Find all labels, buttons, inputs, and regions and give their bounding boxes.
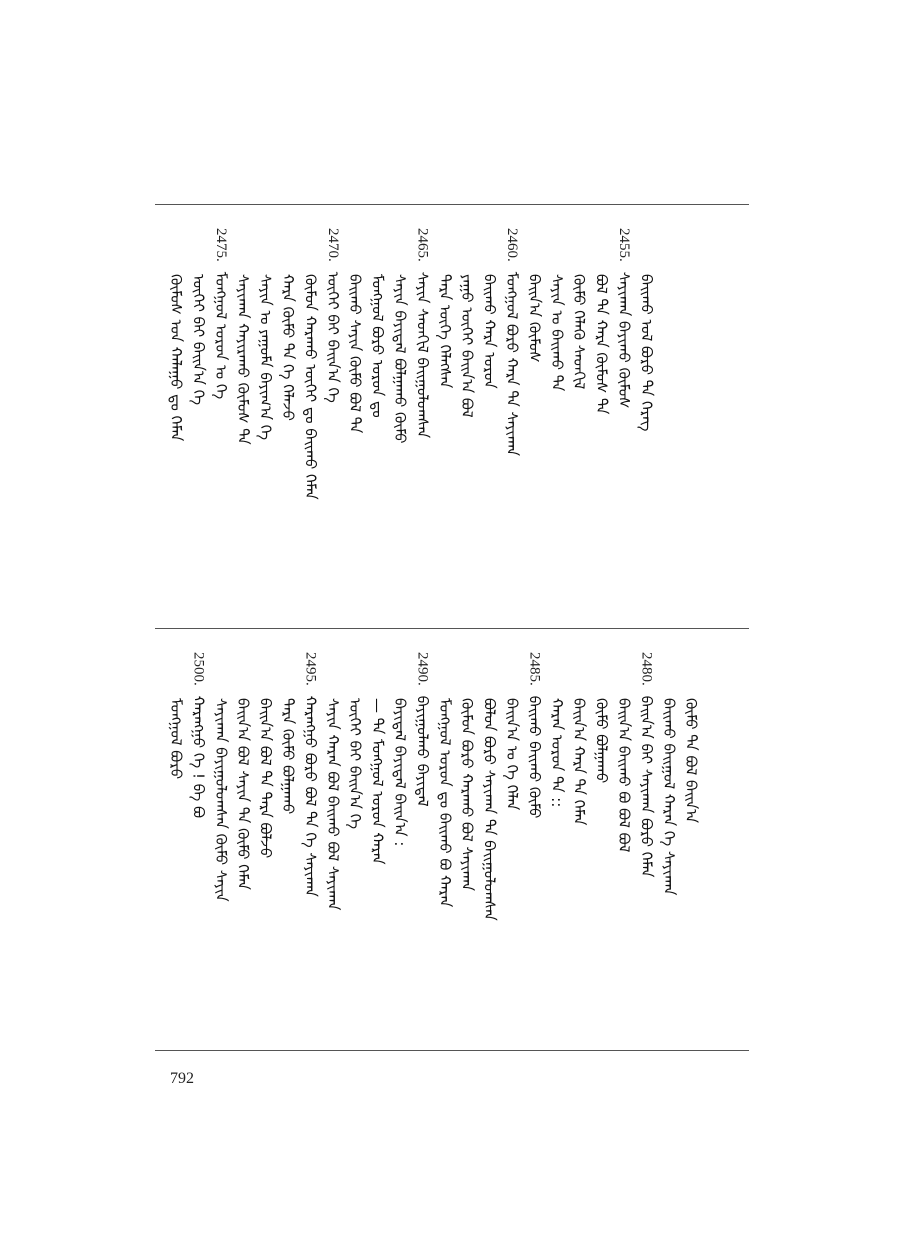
verse-line — [299, 652, 321, 897]
verse-text: ᠶᠠᠭᠤ ᠦᠭᠡᠢ ᠪᠠᠢᠨ᠎ᠠ ᠪᠣᠯ — [458, 274, 477, 418]
verse-line — [456, 228, 478, 418]
verse-text: ᠬᠦᠮᠦᠰ ᠤᠨ ᠬᠠᠯᠠᠭᠤ ᠳᠤ ᠬᠡᠮᠡᠨ — [167, 274, 185, 442]
verse-line — [546, 652, 568, 807]
verse-line — [613, 228, 635, 408]
verse-text: ᠪᠠᠢᠬᠤ ᠬᠠᠷᠠ ᠣᠷᠣᠨ — [480, 274, 499, 389]
verse-text: ᠦᠭᠡᠢ ᠪᠡᠢ ᠪᠠᠢᠨ᠎ᠠ ᠭᠡ — [189, 274, 208, 406]
verse-line — [434, 652, 456, 907]
verse-line — [389, 228, 411, 444]
bottom-divider — [155, 1050, 749, 1051]
verse-text: ᠲᠡᠷᠡ ᠦᠭᠡ ᠬᠡᠯᠡᠭᠰᠡᠨ — [435, 274, 454, 389]
line-number: 2490. — [414, 652, 431, 686]
verse-line — [255, 652, 277, 858]
verse-line — [210, 228, 232, 399]
verse-line — [523, 652, 545, 818]
line-number: 2480. — [638, 652, 655, 686]
line-number: 2465. — [414, 228, 431, 262]
verse-line — [322, 228, 344, 403]
verse-line — [277, 228, 299, 421]
verse-text: ᠰᠠᠶᠢᠨ ᠬᠠᠷᠠᠨ ᠪᠣᠯ ᠪᠠᠢᠬᠤ ᠪᠣᠯ ᠰᠠᠶᠢᠬᠠᠨ — [323, 698, 342, 911]
verse-line — [501, 652, 523, 810]
verse-text: ᠮᠣᠩᠭᠣᠯ ᠣᠷᠣᠨ ᠳᠤ ᠪᠠᠢᠬᠤ ᠪᠣ ᠬᠠᠷᠠᠨ — [435, 698, 454, 908]
verse-text: ᠲᠡᠷᠡ ᠬᠦᠮᠦ ᠪᠣᠯᠭᠠᠬᠤ — [279, 698, 297, 815]
verse-text: ᠰᠠᠶᠢᠨ ᠪᠠᠶᠢᠳᠠᠯ ᠪᠣᠯᠭᠠᠬᠤ ᠬᠦᠮᠦ — [391, 274, 409, 444]
verse-line — [680, 652, 702, 823]
verse-text: ᠪᠠᠢᠨ᠎ᠠ ᠪᠡᠢ ᠰᠠᠶᠢᠬᠠᠨ ᠪᠣᠷᠣ ᠬᠡᠮᠡᠨ — [637, 695, 656, 878]
verse-text: ᠰᠠᠶᠢᠨ ᠤ ᠶᠠᠭᠤᠮᠠ ᠪᠠᠶᠢᠭ᠎ᠠ ᠭᠡ — [256, 274, 275, 441]
verse-line — [501, 228, 523, 456]
verse-text: ᠬᠦᠮᠦ ᠲᠡ ᠪᠣᠯ ᠪᠠᠢᠨ᠎ᠠ — [682, 698, 701, 824]
verse-text: ᠪᠠᠢᠬᠤ ᠤᠯ ᠪᠣᠷᠣ ᠲᠡ ᠬᠡᠷᠡᠭ — [637, 274, 656, 432]
verse-text: ᠮᠣᠩᠭᠣᠯ ᠪᠣᠷᠣ ᠣᠷᠣᠨ ᠳᠤ — [368, 274, 387, 418]
verse-text: ᠪᠠᠢᠨ᠎ᠠ ᠪᠠᠢᠬᠤ ᠪᠣ ᠪᠣᠯ ᠪᠣᠯ — [615, 698, 633, 853]
verse-line — [613, 652, 635, 852]
verse-line — [479, 652, 501, 921]
verse-text: ᠬᠠᠷᠠ ᠬᠦᠮᠦ ᠲᠡ ᠭᠡ ᠬᠡᠯᠡᠵᠦ — [279, 274, 297, 421]
verse-line — [635, 228, 657, 431]
verse-line — [299, 228, 321, 500]
verse-line — [232, 652, 254, 890]
verse-text: ᠪᠠᠢᠨ᠎ᠠ ᠬᠠᠷᠠ ᠲᠡ ᠬᠡᠮᠡᠨ — [570, 698, 589, 826]
verse-text: ᠦᠭᠡᠢ ᠪᠡᠢ ᠪᠠᠢᠨ᠎ᠠ ᠭᠡ — [323, 271, 342, 403]
verse-line — [546, 228, 568, 391]
verse-line — [367, 228, 389, 418]
verse-text: ᠪᠠᠢᠨ᠎ᠠ ᠬᠦᠮᠦᠰ — [525, 274, 544, 363]
verse-line — [411, 652, 433, 807]
verse-text: ᠦᠭᠡᠢ ᠪᠡᠢ ᠪᠠᠢᠨ᠎ᠠ ᠭᠡ — [346, 698, 365, 830]
line-number: 2500. — [190, 652, 207, 686]
verse-line — [591, 652, 613, 783]
verse-text: ᠪᠠᠢᠬᠤ ᠪᠠᠢᠬᠤ ᠬᠦᠮᠦ — [525, 695, 544, 819]
verse-block-top — [155, 228, 749, 608]
line-number: 2455. — [616, 228, 632, 262]
verse-line — [456, 652, 478, 891]
verse-text: ᠬᠦᠮᠦ ᠪᠣᠯᠭᠠᠬᠤ — [592, 698, 611, 784]
verse-line — [344, 652, 366, 829]
verse-text: ᠪᠠᠢᠨ᠎ᠠ ᠪᠣᠯ ᠰᠠᠶᠢᠨ ᠲᠡ ᠬᠦᠮᠦ ᠬᠡᠮᠡᠨ — [234, 698, 253, 890]
verse-line — [322, 652, 344, 910]
verse-line — [277, 652, 299, 814]
verse-line — [434, 228, 456, 388]
verse-line — [367, 652, 389, 865]
verse-text: ᠬᠦᠮᠦ ᠬᠡᠯᠡᠬᠦ ᠰᠡᠳᠬᠢᠯ — [570, 274, 589, 390]
verse-line — [232, 228, 254, 445]
verse-line — [568, 652, 590, 825]
verse-line — [389, 652, 411, 846]
verse-text: ᠪᠠᠢᠬᠤ ᠰᠠᠶᠢᠨ ᠬᠦᠮᠦ ᠪᠣᠯ ᠲᠡ — [346, 274, 365, 434]
verse-text: ᠪᠠᠢᠨ᠎ᠠ ᠤ ᠭᠡ ᠬᠡᠯᠡᠨ — [503, 698, 521, 811]
verse-text: ᠰᠠᠶᠢᠨ ᠰᠡᠳᠬᠢᠯ ᠪᠠᠢᠭᠤᠯᠤᠭᠰᠠᠨ — [413, 271, 432, 439]
verse-text: ᠪᠠᠶᠢᠳᠠᠯ ᠪᠠᠶᠢᠳᠠᠯ ᠪᠠᠢᠨ᠎ᠠ : — [391, 698, 409, 847]
line-number: 2475. — [212, 228, 229, 262]
verse-line — [187, 228, 209, 405]
verse-text: ᠰᠠᠶᠢᠬᠠᠨ ᠬᠠᠶᠢᠷᠠᠬᠤ ᠬᠦᠮᠦᠰ ᠲᠡ — [234, 274, 253, 445]
verse-text: ᠰᠠᠶᠢᠬᠠᠨ ᠪᠠᠶᠢᠭᠤᠯᠤᠭᠰᠠᠨ ᠬᠦᠮᠦ ᠰᠠᠶᠢᠨ — [211, 698, 230, 902]
verse-line — [568, 228, 590, 389]
verse-block-bottom — [155, 652, 749, 1032]
line-number: 2495. — [302, 652, 319, 686]
verse-line — [591, 228, 613, 414]
verse-text: ᠰᠠᠶᠢᠬᠠᠨ ᠪᠠᠶᠢᠬᠤ ᠬᠦᠮᠦᠰ — [615, 271, 633, 409]
verse-line — [523, 228, 545, 363]
verse-line — [165, 652, 187, 779]
verse-line — [479, 228, 501, 389]
verse-line — [187, 652, 209, 818]
verse-line — [658, 652, 680, 895]
verse-text: ᠬᠦᠮᠦᠨ ᠬᠠᠷᠠᠬᠤ ᠦᠭᠡᠢ ᠳᠤ ᠪᠠᠢᠬᠤ ᠬᠡᠮᠡᠨ — [301, 274, 320, 500]
verse-text: ᠮᠣᠩᠭᠣᠯ ᠣᠷᠣᠨ ᠤ ᠭᠡ — [211, 271, 230, 400]
line-number: 2470. — [324, 228, 341, 262]
verse-line — [635, 652, 657, 877]
verse-line — [255, 228, 277, 440]
verse-line — [165, 228, 187, 441]
top-divider — [155, 204, 749, 205]
verse-text: ᠪᠠᠶᠢᠭᠤᠯᠬᠤ ᠪᠠᠶᠢᠳᠠᠯ — [413, 695, 432, 807]
verse-text: ᠮᠣᠩᠭᠣᠯ ᠪᠣᠷᠣ ᠬᠠᠷᠠ ᠲᠡ ᠰᠠᠶᠢᠬᠠᠨ — [503, 271, 521, 457]
verse-line — [411, 228, 433, 438]
verse-text: ᠬᠠᠷᠠᠩᠭᠤ ᠭᠡ ! ᠪᠠ ᠪᠣ — [189, 695, 208, 819]
verse-text: ᠮᠣᠩᠭᠣᠯ ᠪᠣᠷᠣ — [167, 698, 185, 780]
verse-text: — ᠲᠡ ᠮᠣᠩᠭᠣᠯ ᠣᠷᠣᠨ ᠬᠠᠷᠠᠨ — [368, 698, 387, 865]
middle-divider — [155, 628, 749, 629]
verse-text: ᠪᠠᠢᠨ᠎ᠠ ᠪᠣᠯ ᠲᠡ ᠲᠡᠷᠡ ᠪᠣᠯᠵᠤ — [256, 698, 275, 859]
verse-line — [210, 652, 232, 902]
verse-text: ᠪᠠᠢᠬᠤ ᠪᠠᠢᠭᠤᠯ ᠬᠠᠷᠠᠨ ᠭᠡ ᠰᠠᠶᠢᠬᠠᠨ — [659, 698, 678, 896]
verse-text: ᠬᠠᠷᠠᠨ ᠣᠷᠣᠨ ᠲᠡ :: — [547, 698, 566, 808]
line-number: 2485. — [526, 652, 543, 686]
verse-text: ᠪᠣᠯᠣᠨ ᠪᠣᠷᠣ ᠰᠠᠶᠢᠬᠠᠨ ᠲᠡ ᠪᠠᠢᠭᠤᠯᠤᠭᠰᠠᠨ — [480, 698, 499, 921]
line-number: 2460. — [504, 228, 520, 262]
verse-line — [344, 228, 366, 433]
verse-text: ᠬᠦᠮᠦᠨ ᠪᠣᠷᠣ ᠬᠠᠷᠠᠬᠤ ᠪᠣᠯ ᠰᠠᠶᠢᠬᠠᠨ — [458, 698, 477, 891]
page-number: 792 — [170, 1070, 194, 1087]
verse-text: ᠬᠠᠷᠠᠩᠭᠤ ᠪᠣᠷᠣ ᠪᠣᠯ ᠲᠡ ᠭᠡ ᠰᠠᠶᠢᠬᠠᠨ — [301, 695, 320, 897]
verse-text: ᠪᠣᠯ ᠲᠡ ᠬᠠᠷᠠ ᠬᠦᠮᠦᠰ ᠲᠡ — [592, 274, 611, 415]
verse-text: ᠰᠠᠶᠢᠨ ᠤ ᠪᠠᠢᠬᠤ ᠲᠡ — [547, 274, 566, 392]
